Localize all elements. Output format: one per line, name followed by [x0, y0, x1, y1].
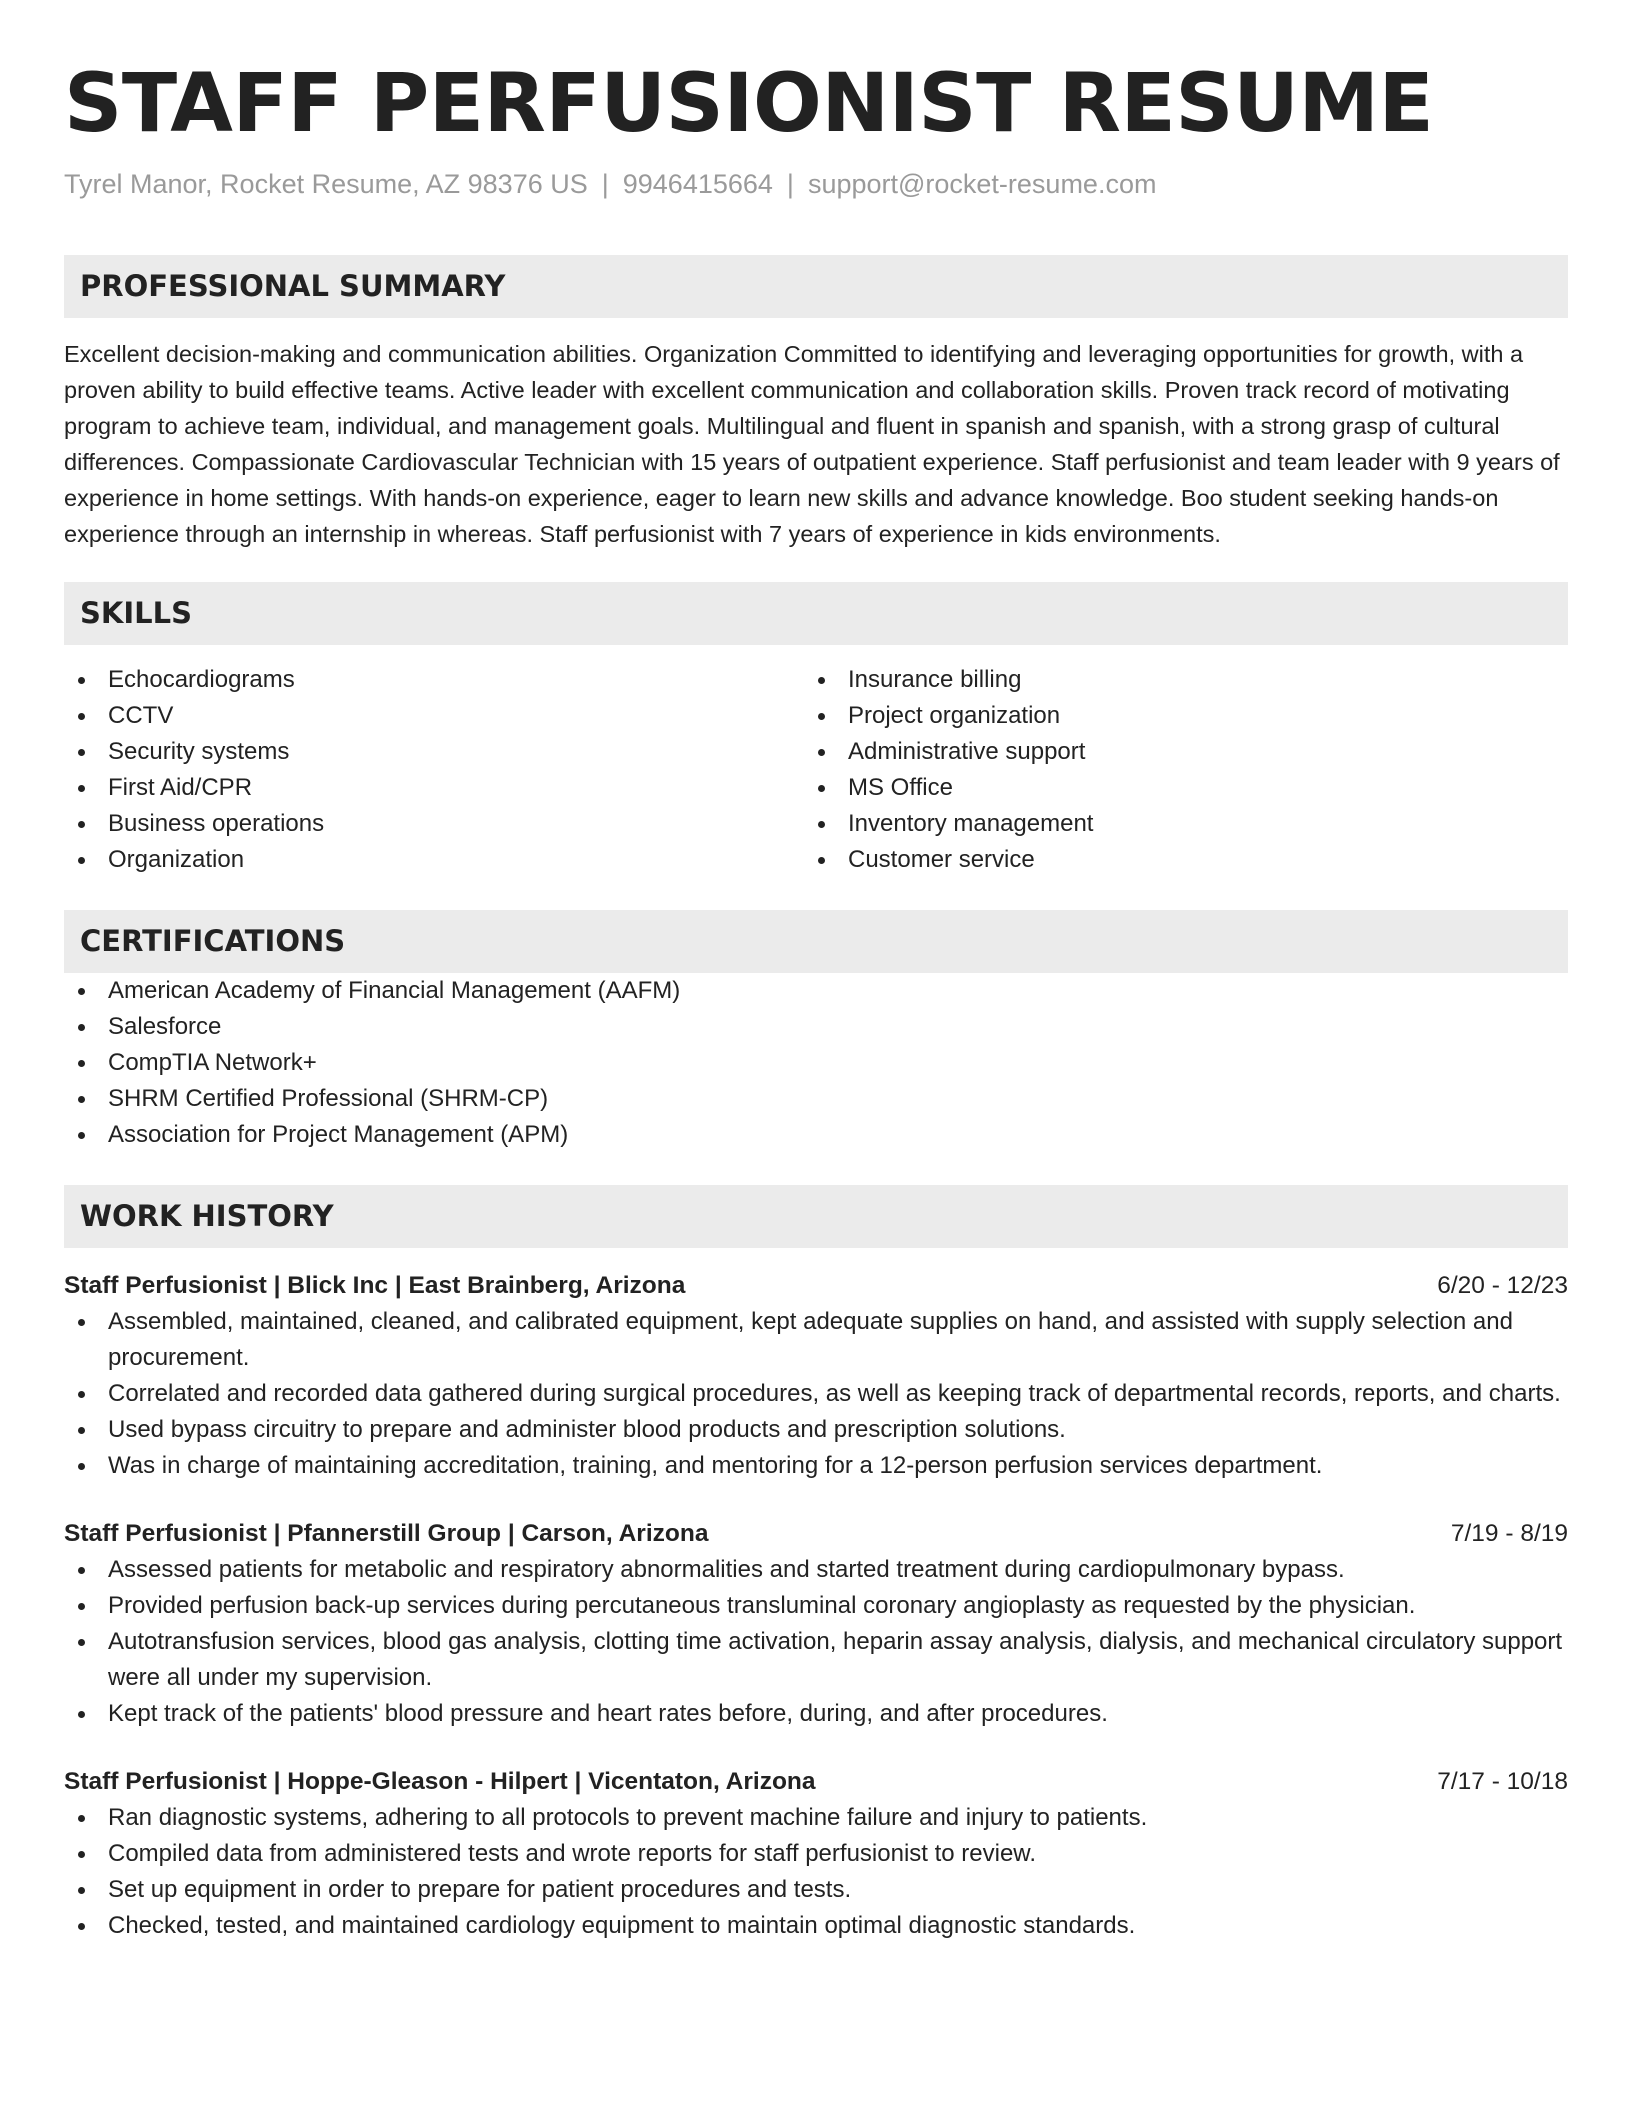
certification-item: Association for Project Management (APM)	[64, 1117, 1568, 1153]
job-title: Staff Perfusionist | Blick Inc | East Brainberg, Arizona	[64, 1272, 686, 1299]
skills-heading: SKILLS	[64, 582, 1568, 645]
bullet-icon	[78, 821, 85, 828]
job-header	[64, 1516, 1568, 1552]
job-bullets	[64, 1552, 1568, 1732]
bullet-icon	[78, 1711, 85, 1718]
bullet-icon	[78, 1923, 85, 1930]
job-bullet: Was in charge of maintaining accreditation, training, and mentoring for a 12-person perfusion services department.	[64, 1448, 1568, 1484]
job-dates: 7/17 - 10/18	[1437, 1768, 1568, 1795]
bullet-icon	[78, 1851, 85, 1858]
bullet-icon	[78, 1060, 85, 1067]
job-bullet: Used bypass circuitry to prepare and administer blood products and prescription solutions.	[64, 1412, 1568, 1448]
skill-item: Echocardiograms	[64, 662, 804, 698]
skill-item: First Aid/CPR	[64, 770, 804, 806]
bullet-icon	[78, 1132, 85, 1139]
bullet-icon	[818, 677, 825, 684]
resume-title: STAFF PERFUSIONIST RESUME	[64, 57, 1434, 151]
skill-item: MS Office	[804, 770, 1544, 806]
job-header	[64, 1764, 1568, 1800]
contact-line	[64, 166, 1568, 202]
skill-item: Security systems	[64, 734, 804, 770]
contact-phone: 9946415664	[622, 169, 773, 199]
skills-column-right	[804, 662, 1544, 878]
job-bullet: Provided perfusion back-up services during percutaneous transluminal coronary angioplasty as requested by the physician.	[64, 1588, 1568, 1624]
bullet-icon	[818, 821, 825, 828]
job-entry	[64, 1516, 1568, 1732]
bullet-icon	[78, 988, 85, 995]
skill-item: Project organization	[804, 698, 1544, 734]
contact-separator: |	[786, 169, 794, 199]
job-bullet: Ran diagnostic systems, adhering to all protocols to prevent machine failure and injury to patients.	[64, 1800, 1568, 1836]
bullet-icon	[78, 1887, 85, 1894]
skill-item: Inventory management	[804, 806, 1544, 842]
skill-item: Administrative support	[804, 734, 1544, 770]
bullet-icon	[78, 1024, 85, 1031]
contact-address: Tyrel Manor, Rocket Resume, AZ 98376 US	[64, 169, 588, 199]
job-title: Staff Perfusionist | Hoppe-Gleason - Hilpert | Vicentaton, Arizona	[64, 1768, 816, 1795]
bullet-icon	[818, 857, 825, 864]
bullet-icon	[78, 785, 85, 792]
bullet-icon	[818, 749, 825, 756]
bullet-icon	[818, 713, 825, 720]
bullet-icon	[78, 749, 85, 756]
job-bullet: Set up equipment in order to prepare for patient procedures and tests.	[64, 1872, 1568, 1908]
certifications-heading: CERTIFICATIONS	[64, 910, 1568, 973]
skill-item: Organization	[64, 842, 804, 878]
job-bullet: Assessed patients for metabolic and respiratory abnormalities and started treatment during cardiopulmonary bypass.	[64, 1552, 1568, 1588]
certification-item: American Academy of Financial Management (AAFM)	[64, 973, 1568, 1009]
bullet-icon	[78, 1567, 85, 1574]
bullet-icon	[78, 1639, 85, 1646]
contact-email: support@rocket-resume.com	[807, 169, 1157, 199]
bullet-icon	[78, 1391, 85, 1398]
job-header	[64, 1268, 1568, 1304]
certification-item: SHRM Certified Professional (SHRM-CP)	[64, 1081, 1568, 1117]
bullet-icon	[78, 1463, 85, 1470]
bullet-icon	[78, 1096, 85, 1103]
job-bullet: Kept track of the patients' blood pressure and heart rates before, during, and after procedures.	[64, 1696, 1568, 1732]
skill-item: Insurance billing	[804, 662, 1544, 698]
bullet-icon	[78, 713, 85, 720]
skill-item: Customer service	[804, 842, 1544, 878]
job-title: Staff Perfusionist | Pfannerstill Group | Carson, Arizona	[64, 1520, 709, 1547]
bullet-icon	[78, 677, 85, 684]
work-history-heading: WORK HISTORY	[64, 1185, 1568, 1248]
job-entry	[64, 1268, 1568, 1484]
bullet-icon	[78, 1427, 85, 1434]
job-dates: 7/19 - 8/19	[1450, 1520, 1568, 1547]
certification-item: Salesforce	[64, 1009, 1568, 1045]
job-bullets	[64, 1304, 1568, 1484]
job-bullet: Compiled data from administered tests and wrote reports for staff perfusionist to review.	[64, 1836, 1568, 1872]
job-bullet: Correlated and recorded data gathered during surgical procedures, as well as keeping track of departmental records, reports, and charts.	[64, 1376, 1568, 1412]
job-dates: 6/20 - 12/23	[1437, 1272, 1568, 1299]
skill-item: CCTV	[64, 698, 804, 734]
skills-column-left	[64, 662, 804, 878]
summary-text: Excellent decision-making and communication abilities. Organization Committed to identifying and leveraging opportunities for growth, with a proven ability to build effective teams. Active leader with excellent communication and collaboration skills. Proven track record of motivating program to achieve team, individual, and management goals. Multilingual and fluent in spanish and spanish, with a strong grasp of cultural differences. Compassionate Cardiovascular Technician with 15 years of outpatient experience. Staff perfusionist and team leader with 9 years of experience in home settings. With hands-on experience, eager to learn new skills and advance knowledge. Boo student seeking hands-on experience through an internship in whereas. Staff perfusionist with 7 years of experience in kids environments.	[64, 341, 1560, 547]
job-bullet: Autotransfusion services, blood gas analysis, clotting time activation, heparin assay analysis, dialysis, and mechanical circulatory support were all under my supervision.	[64, 1624, 1568, 1696]
bullet-icon	[78, 857, 85, 864]
job-bullet: Assembled, maintained, cleaned, and calibrated equipment, kept adequate supplies on hand, and assisted with supply selection and procurement.	[64, 1304, 1568, 1376]
summary-heading: PROFESSIONAL SUMMARY	[64, 255, 1568, 318]
skill-item: Business operations	[64, 806, 804, 842]
bullet-icon	[818, 785, 825, 792]
skills-list	[64, 662, 1568, 878]
certifications-list	[64, 973, 1568, 1153]
job-bullets	[64, 1800, 1568, 1944]
job-entry	[64, 1764, 1568, 1944]
contact-separator: |	[601, 169, 609, 199]
bullet-icon	[78, 1815, 85, 1822]
bullet-icon	[78, 1603, 85, 1610]
job-bullet: Checked, tested, and maintained cardiology equipment to maintain optimal diagnostic standards.	[64, 1908, 1568, 1944]
bullet-icon	[78, 1319, 85, 1326]
certification-item: CompTIA Network+	[64, 1045, 1568, 1081]
